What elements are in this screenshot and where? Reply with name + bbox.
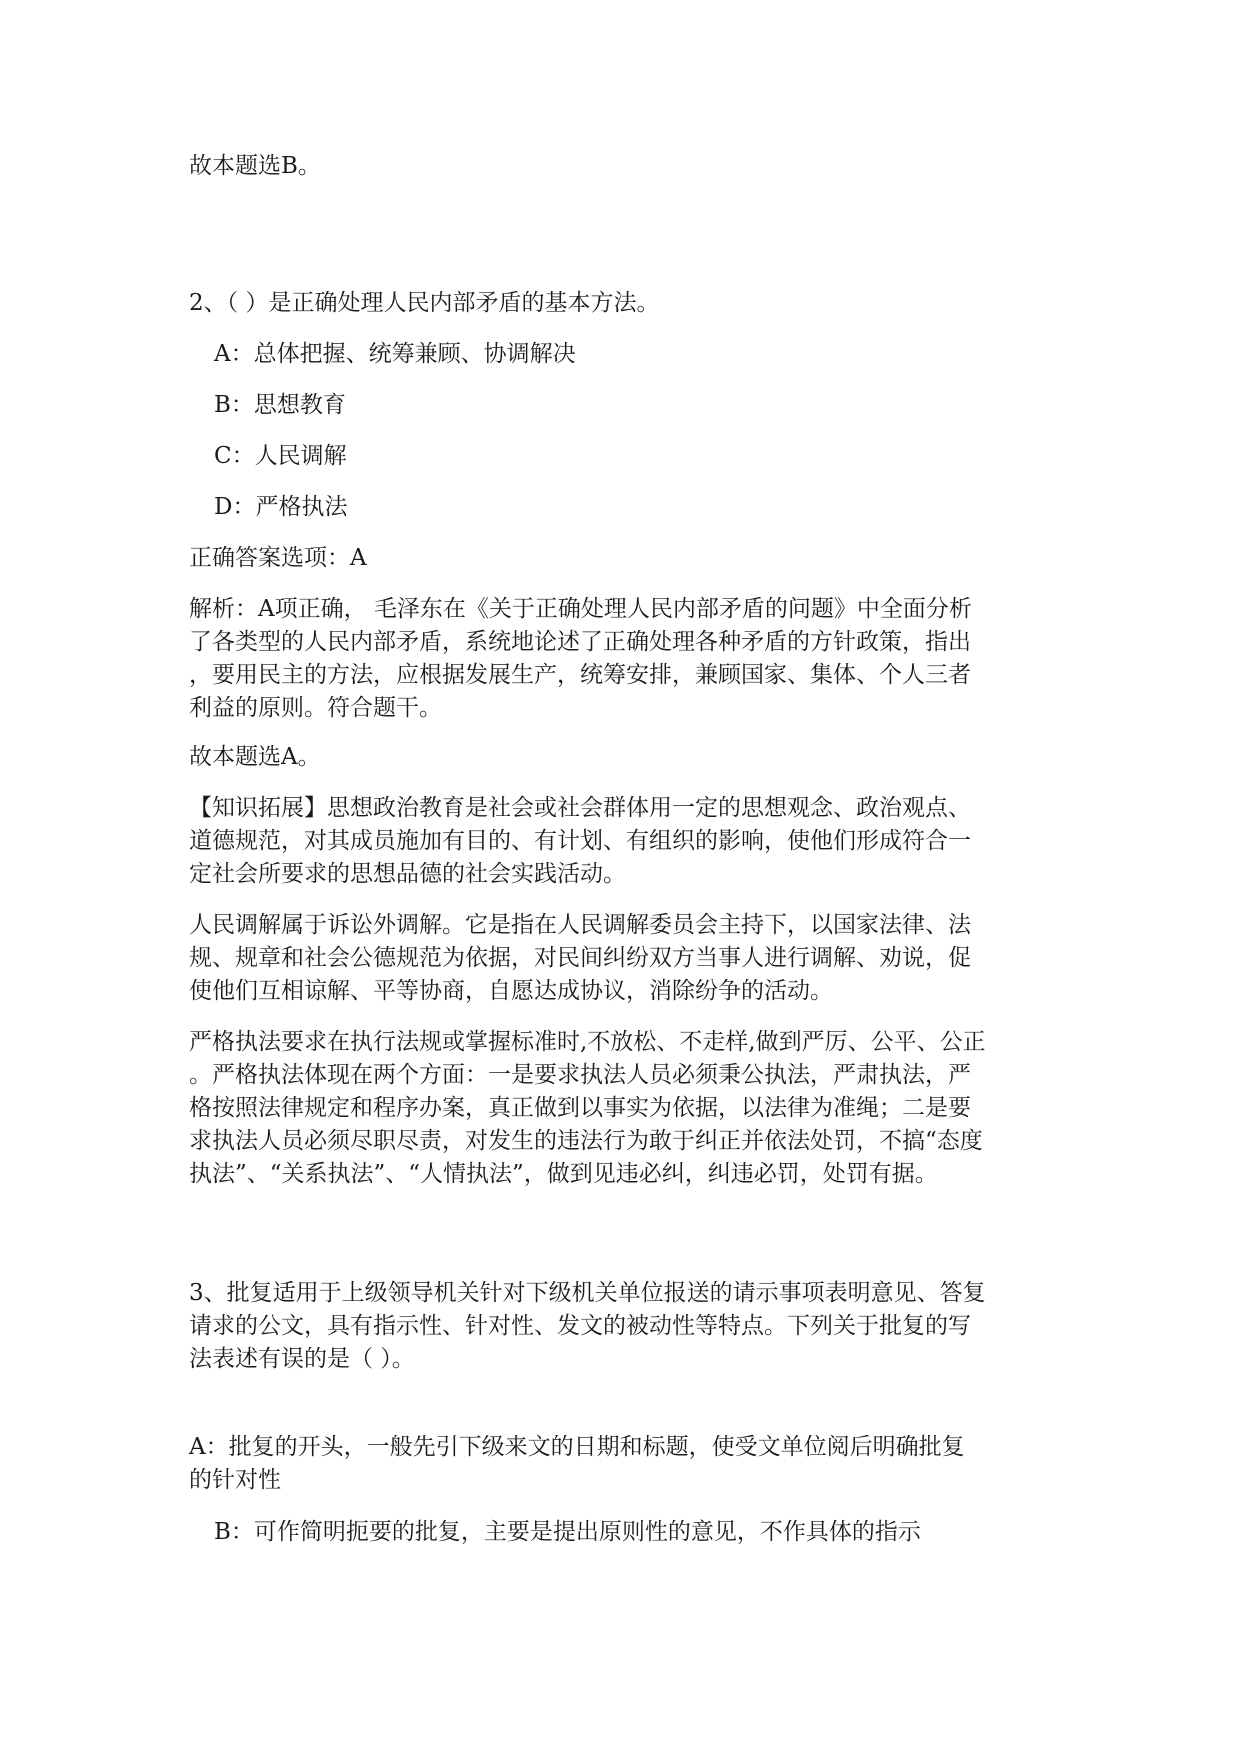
knowledge-line: 定社会所要求的思想品德的社会实践活动。	[189, 861, 626, 887]
analysis-line: 了各类型的人民内部矛盾，系统地论述了正确处理各种矛盾的方针政策，指出	[189, 629, 971, 655]
mediation-line: 人民调解属于诉讼外调解。它是指在人民调解委员会主持下，以国家法律、法	[189, 912, 971, 938]
q2-question: 2、（ ）是正确处理人民内部矛盾的基本方法。	[189, 290, 660, 316]
law-line: 。严格执法体现在两个方面：一是要求执法人员必须秉公执法，严肃执法，严	[189, 1062, 971, 1088]
mediation-line: 规、规章和社会公德规范为依据，对民间纠纷双方当事人进行调解、劝说，促	[189, 945, 971, 971]
q3-question-line: 3、批复适用于上级领导机关针对下级机关单位报送的请示事项表明意见、答复	[189, 1280, 986, 1306]
q2-conclusion: 故本题选A。	[189, 744, 321, 770]
law-line: 严格执法要求在执行法规或掌握标准时,不放松、不走样,做到严厉、公平、公正	[189, 1029, 986, 1055]
q2-answer: 正确答案选项：A	[189, 545, 367, 571]
law-line: 求执法人员必须尽职尽责，对发生的违法行为敢于纠正并依法处罚，不搞“态度	[189, 1128, 983, 1154]
mediation-line: 使他们互相谅解、平等协商，自愿达成协议，消除纷争的活动。	[189, 978, 833, 1004]
q3-question-line: 请求的公文，具有指示性、针对性、发文的被动性等特点。下列关于批复的写	[189, 1313, 971, 1339]
knowledge-line: 【知识拓展】思想政治教育是社会或社会群体用一定的思想观念、政治观点、	[189, 795, 971, 821]
q2-mediation-explanation	[189, 909, 1049, 1008]
q3-option-a-line: A：批复的开头，一般先引下级来文的日期和标题，使受文单位阅后明确批复	[189, 1434, 965, 1460]
q3-option-a	[189, 1431, 1049, 1497]
q3-option-b: B：可作简明扼要的批复，主要是提出原则性的意见，不作具体的指示	[214, 1519, 921, 1545]
q2-analysis	[189, 593, 1049, 725]
q2-option-c: C：人民调解	[214, 443, 347, 469]
analysis-line: ，要用民主的方法，应根据发展生产，统筹安排，兼顾国家、集体、个人三者	[189, 662, 971, 688]
law-line: 执法”、“关系执法”、“人情执法”，做到见违必纠，纠违必罚，处罚有据。	[189, 1161, 938, 1187]
q2-knowledge-extension	[189, 792, 1049, 891]
analysis-line: 解析：A项正确， 毛泽东在《关于正确处理人民内部矛盾的问题》中全面分析	[189, 596, 972, 622]
q2-option-b: B：思想教育	[214, 392, 346, 418]
q2-law-enforcement-explanation	[189, 1026, 1049, 1191]
prev-conclusion: 故本题选B。	[189, 153, 321, 179]
analysis-line: 利益的原则。符合题干。	[189, 695, 442, 721]
q3-question-line: 法表述有误的是（ ）。	[189, 1346, 415, 1372]
knowledge-line: 道德规范，对其成员施加有目的、有计划、有组织的影响，使他们形成符合一	[189, 828, 971, 854]
law-line: 格按照法律规定和程序办案，真正做到以事实为依据，以法律为准绳；二是要	[189, 1095, 971, 1121]
q3-question	[189, 1277, 1049, 1376]
q2-option-d: D：严格执法	[214, 494, 348, 520]
q3-option-a-line: 的针对性	[189, 1467, 281, 1493]
q2-option-a: A：总体把握、统筹兼顾、协调解决	[214, 341, 576, 367]
